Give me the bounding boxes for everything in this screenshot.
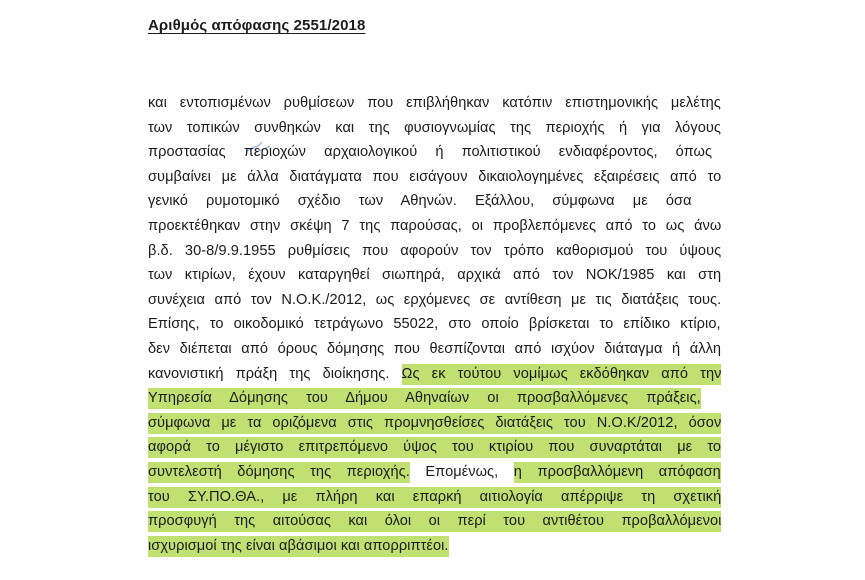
line-text: Επίσης, το οικοδομικό τετράγωνο 55022, στο οποίο βρίσκεται το επίδικο κτίριο,: [148, 316, 721, 333]
line-text: β.δ. 30-8/9.9.1955 ρυθμίσεις που αφορούν τον τρόπο καθορισμού του ύψους: [148, 242, 722, 259]
document-line: [148, 510, 721, 532]
line-text: προστασίας περιοχών αρχαιολογικού ή πολιτιστικού ενδιαφέροντος, όπως: [148, 144, 713, 161]
document-line: [148, 313, 721, 335]
highlighted-text: ισχυρισμοί της είναι αβάσιμοι και απορριπτέοι.: [148, 536, 449, 557]
line-text: δεν διέπεται από όρους δόμησης που θεσπίζονται από ισχύον διάταγμα ή άλλη: [148, 341, 722, 357]
document-line: [148, 166, 721, 188]
highlighted-text: συντελεστή δόμησης της περιοχής.: [148, 462, 410, 483]
document-line: [148, 141, 712, 163]
document-line: [148, 240, 721, 262]
document-line: [148, 92, 721, 114]
document-line: [148, 338, 721, 360]
document-line: [148, 289, 721, 311]
document-line: [148, 363, 721, 385]
highlighted-text: Υπηρεσία Δόμησης του Δήμου Αθηναίων οι προσβαλλόμενες πράξεις,: [148, 388, 701, 409]
decision-number-heading: Αριθμός απόφασης 2551/2018: [148, 17, 366, 34]
document-line: [148, 190, 692, 212]
highlighted-text: αφορά το μέγιστο επιτρεπόμενο ύψος του κτιρίου που συναρτάται με το: [148, 437, 721, 458]
document-line: [148, 215, 721, 237]
line-text: και εντοπισμένων ρυθμίσεων που επιβλήθηκαν κατόπιν επιστημονικής μελέτης: [148, 95, 721, 111]
highlighted-text: Ως εκ τούτου νομίμως εκδόθηκαν από την: [402, 364, 722, 385]
line-text: των κτιρίων, έχουν καταργηθεί σιωπηρά, αρχικά από τον ΝΟΚ/1985 και στη: [148, 267, 722, 284]
document-line: [148, 535, 449, 557]
document-line: [148, 412, 721, 434]
highlighted-text: η προσβαλλόμενη απόφαση: [514, 462, 721, 483]
line-text: κανονιστική πράξη της διοίκησης.: [148, 365, 402, 382]
highlighted-text: σύμφωνα με τα οριζόμενα στις προμνησθείσες διατάξεις του Ν.Ο.Κ/2012, όσον: [148, 413, 721, 434]
line-text: συμβαίνει με άλλα διατάγματα που εισάγουν δικαιολογημένες εξαιρέσεις από το: [148, 168, 722, 185]
line-text: συνέχεια από τον Ν.Ο.Κ./2012, ως ερχόμενες σε αντίθεση με τις διατάξεις τους.: [148, 291, 722, 308]
highlighted-text: του ΣΥ.ΠΟ.ΘΑ., με πλήρη και επαρκή αιτιολογία απέρριψε τη σχετική: [148, 487, 721, 508]
document-line: [148, 264, 721, 286]
line-text: των τοπικών συνθηκών και της φυσιογνωμίας της περιοχής ή για λόγους: [148, 119, 721, 136]
document-line: [148, 461, 721, 483]
document-line: [148, 436, 721, 458]
line-text: γενικό ρυμοτομικό σχέδιο των Αθηνών. Εξάλλου, σύμφωνα με όσα: [148, 193, 692, 210]
line-text: Επομένως,: [409, 464, 514, 480]
document-line: [148, 486, 721, 508]
document-line: [148, 117, 721, 139]
document-line: [148, 387, 701, 409]
highlighted-text: προσφυγή της αιτούσας και όλοι οι περί του αντιθέτου προβαλλόμενοι: [148, 511, 721, 532]
line-text: προεκτέθηκαν στην σκέψη 7 της παρούσας, οι προβλεπόμενες από το ως άνω: [148, 218, 722, 234]
